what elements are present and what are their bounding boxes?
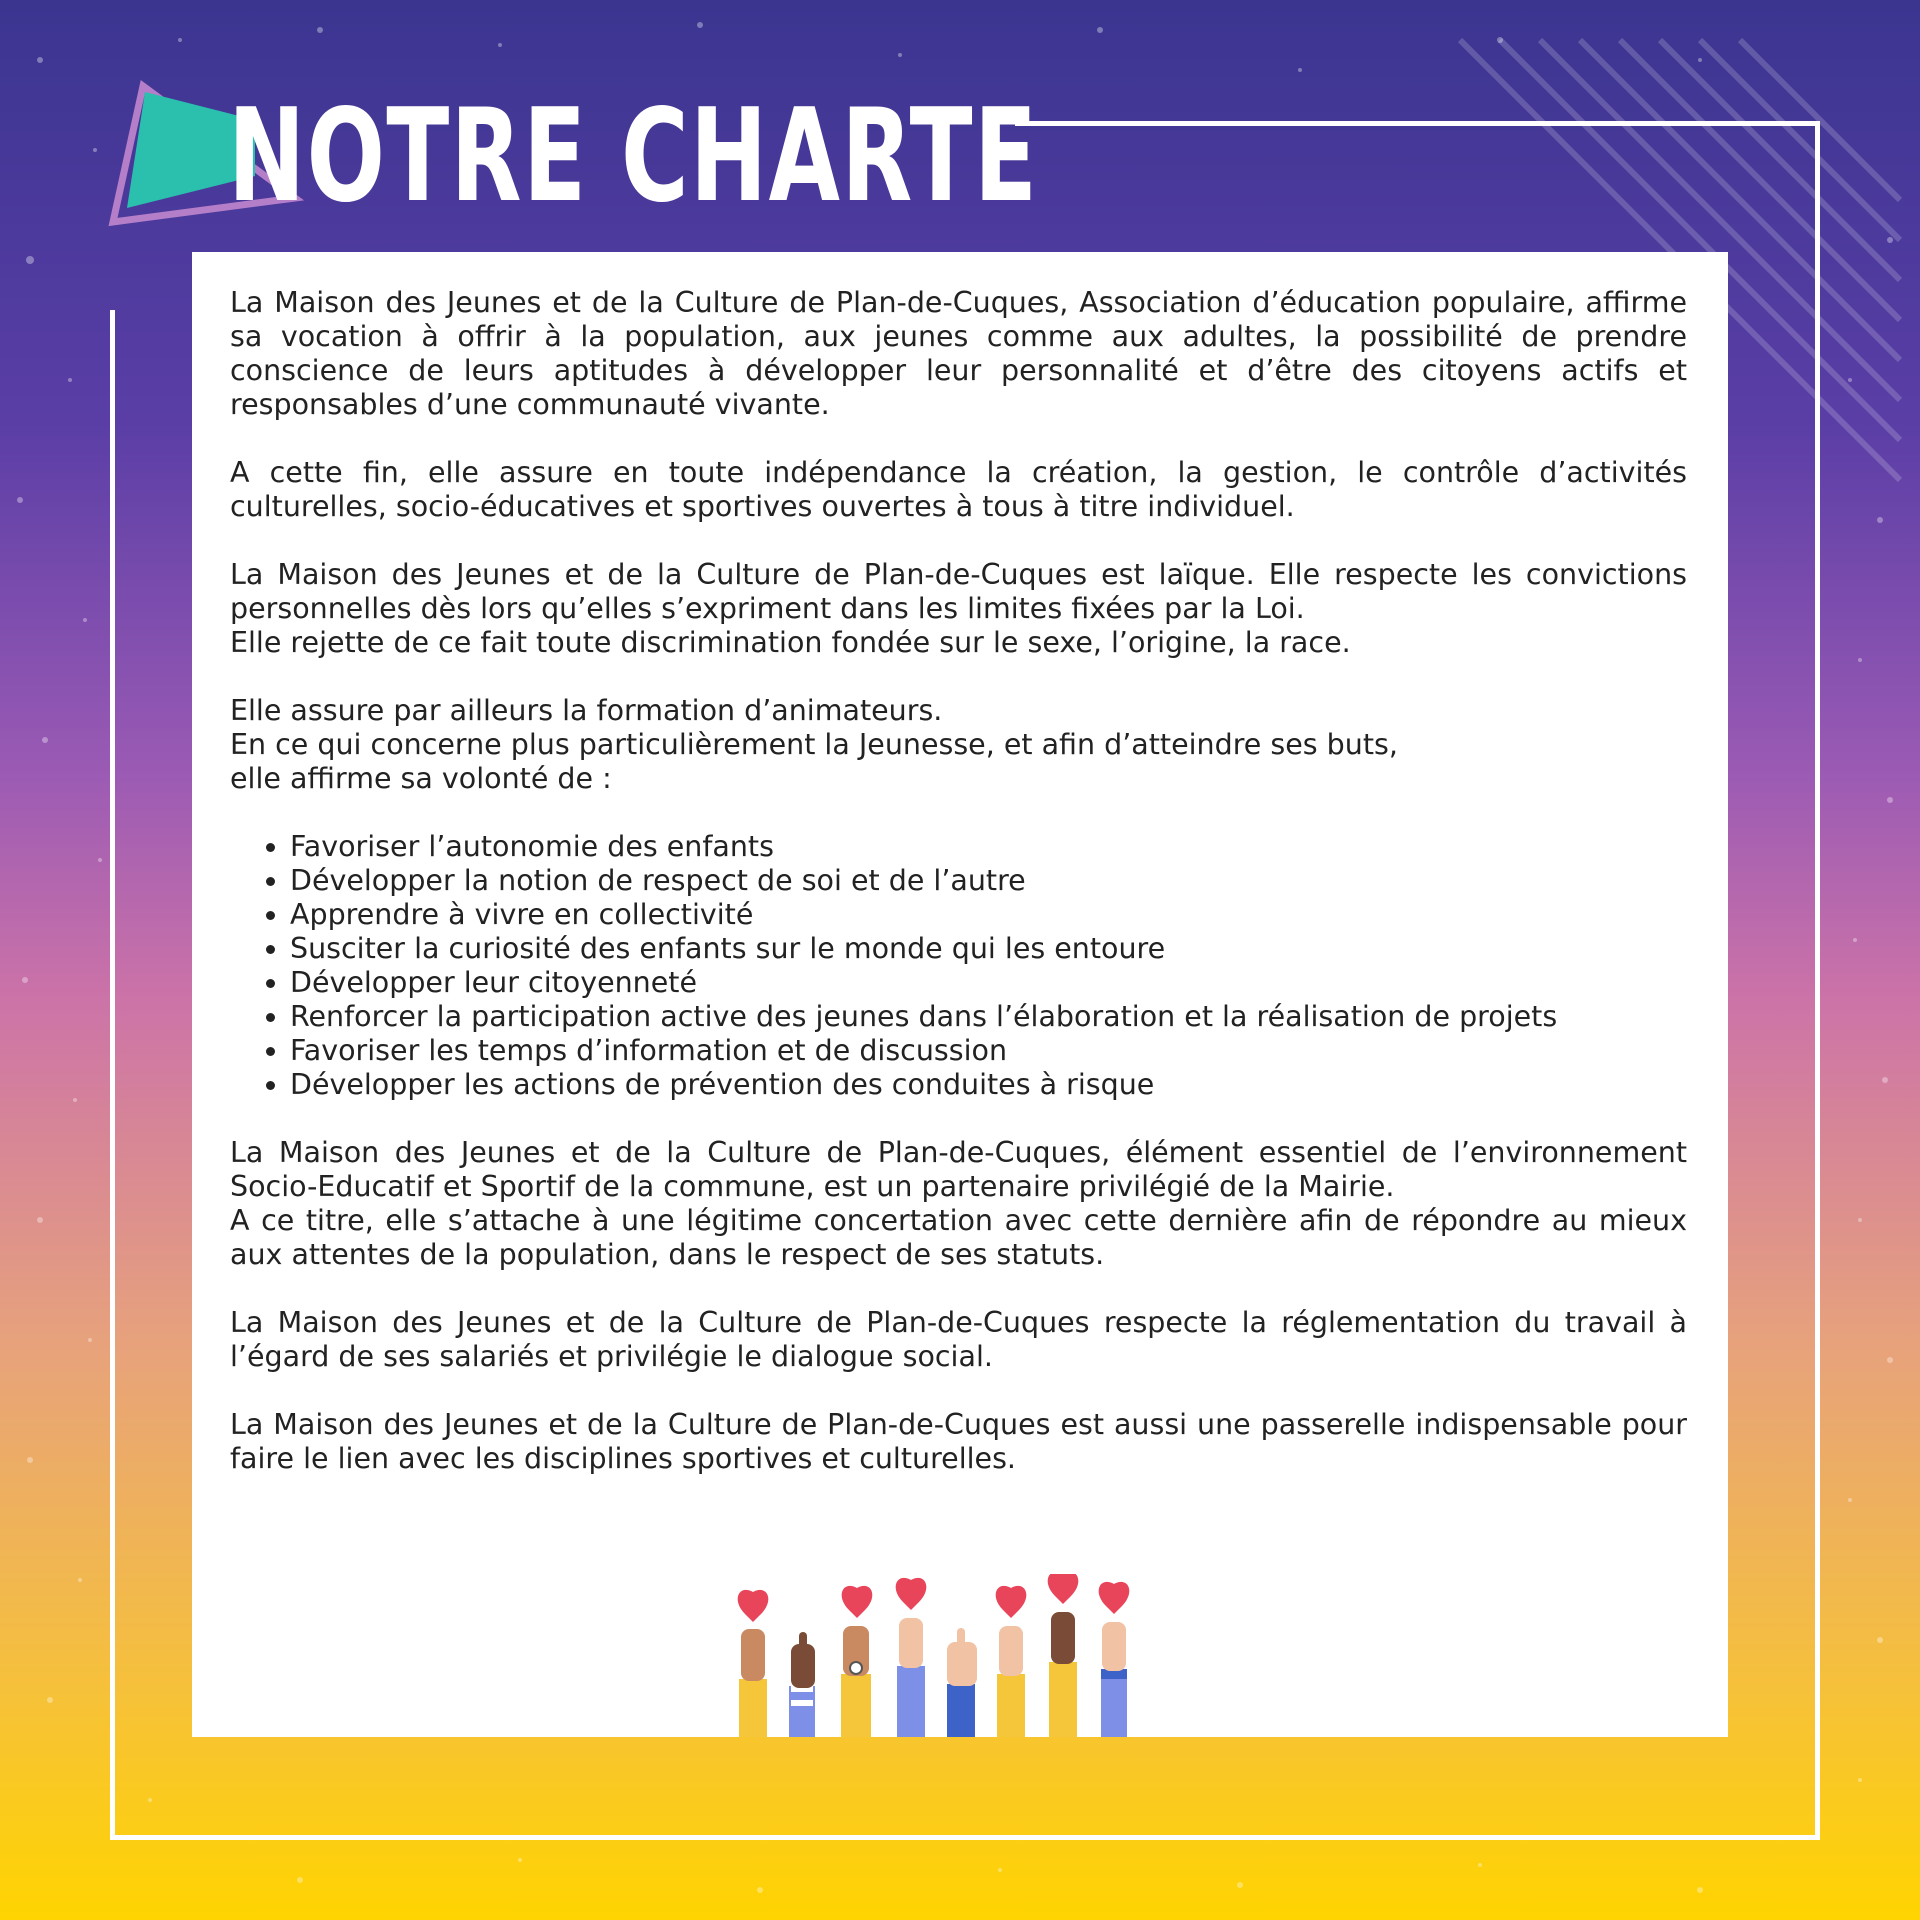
paragraph-line: La Maison des Jeunes et de la Culture de Plan-de-Cuques, élément essentiel de l’environnement Socio-Educatif et Sportif de la commune, est un partenaire privilégié de la Mairie. — [230, 1136, 1687, 1203]
paragraph-list-intro — [230, 694, 1687, 796]
paragraph-line: La Maison des Jeunes et de la Culture de Plan-de-Cuques est laïque. Elle respecte les convictions personnelles dès lors qu’elles s’expriment dans les limites fixées par la Loi. — [230, 558, 1687, 625]
list-item: • Favoriser les temps d’information et de discussion — [290, 1034, 1687, 1068]
list-item: • Susciter la curiosité des enfants sur le monde qui les entoure — [290, 932, 1687, 966]
frame-line-left — [110, 310, 115, 1840]
paragraph-line: Elle assure par ailleurs la formation d’animateurs. — [230, 694, 943, 727]
list-item: • Développer les actions de prévention des conduites à risque — [290, 1068, 1687, 1102]
paragraph-mairie — [230, 1136, 1687, 1272]
paragraph-line: A ce titre, elle s’attache à une légitime concertation avec cette dernière afin de répondre au mieux aux attentes de la population, dans le respect de ses statuts. — [230, 1204, 1687, 1271]
list-item: • Développer leur citoyenneté — [290, 966, 1687, 1000]
paragraph: La Maison des Jeunes et de la Culture de Plan-de-Cuques, Association d’éducation populaire, affirme sa vocation à offrir à la population, aux jeunes comme aux adultes, la possibilité de prendre conscience de leurs aptitudes à développer leur personnalité et d’être des citoyens actifs et responsables d’une communauté vivante. — [230, 286, 1687, 421]
paragraph: A cette fin, elle assure en toute indépendance la création, la gestion, le contrôle d’activités culturelles, socio-éducatives et sportives ouvertes à tous à titre individuel. — [230, 456, 1687, 523]
list-item: • Développer la notion de respect de soi et de l’autre — [290, 864, 1687, 898]
paragraph-line: En ce qui concerne plus particulièrement la Jeunesse, et afin d’atteindre ses buts, — [230, 728, 1398, 761]
paragraph: La Maison des Jeunes et de la Culture de Plan-de-Cuques respecte la réglementation du travail à l’égard de ses salariés et privilégie le dialogue social. — [230, 1306, 1687, 1373]
paragraph-laicite — [230, 558, 1687, 660]
frame-line-top — [1015, 121, 1820, 126]
charter-text — [230, 286, 1687, 1476]
paragraph-line: Elle rejette de ce fait toute discrimination fondée sur le sexe, l’origine, la race. — [230, 626, 1351, 659]
paragraph-line: elle affirme sa volonté de : — [230, 762, 612, 795]
frame-line-bottom — [110, 1835, 1820, 1840]
frame-line-right — [1815, 121, 1820, 1840]
list-item: • Apprendre à vivre en collectivité — [290, 898, 1687, 932]
charter-panel — [192, 252, 1728, 1737]
goals-list — [230, 830, 1687, 1102]
page-title: NOTRE CHARTE — [228, 82, 1039, 231]
list-item: • Favoriser l’autonomie des enfants — [290, 830, 1687, 864]
list-item: • Renforcer la participation active des jeunes dans l’élaboration et la réalisation de projets — [290, 1000, 1687, 1034]
paragraph: La Maison des Jeunes et de la Culture de Plan-de-Cuques est aussi une passerelle indispensable pour faire le lien avec les disciplines sportives et culturelles. — [230, 1408, 1687, 1475]
raised-hands-with-hearts-icon — [729, 1574, 1209, 1737]
